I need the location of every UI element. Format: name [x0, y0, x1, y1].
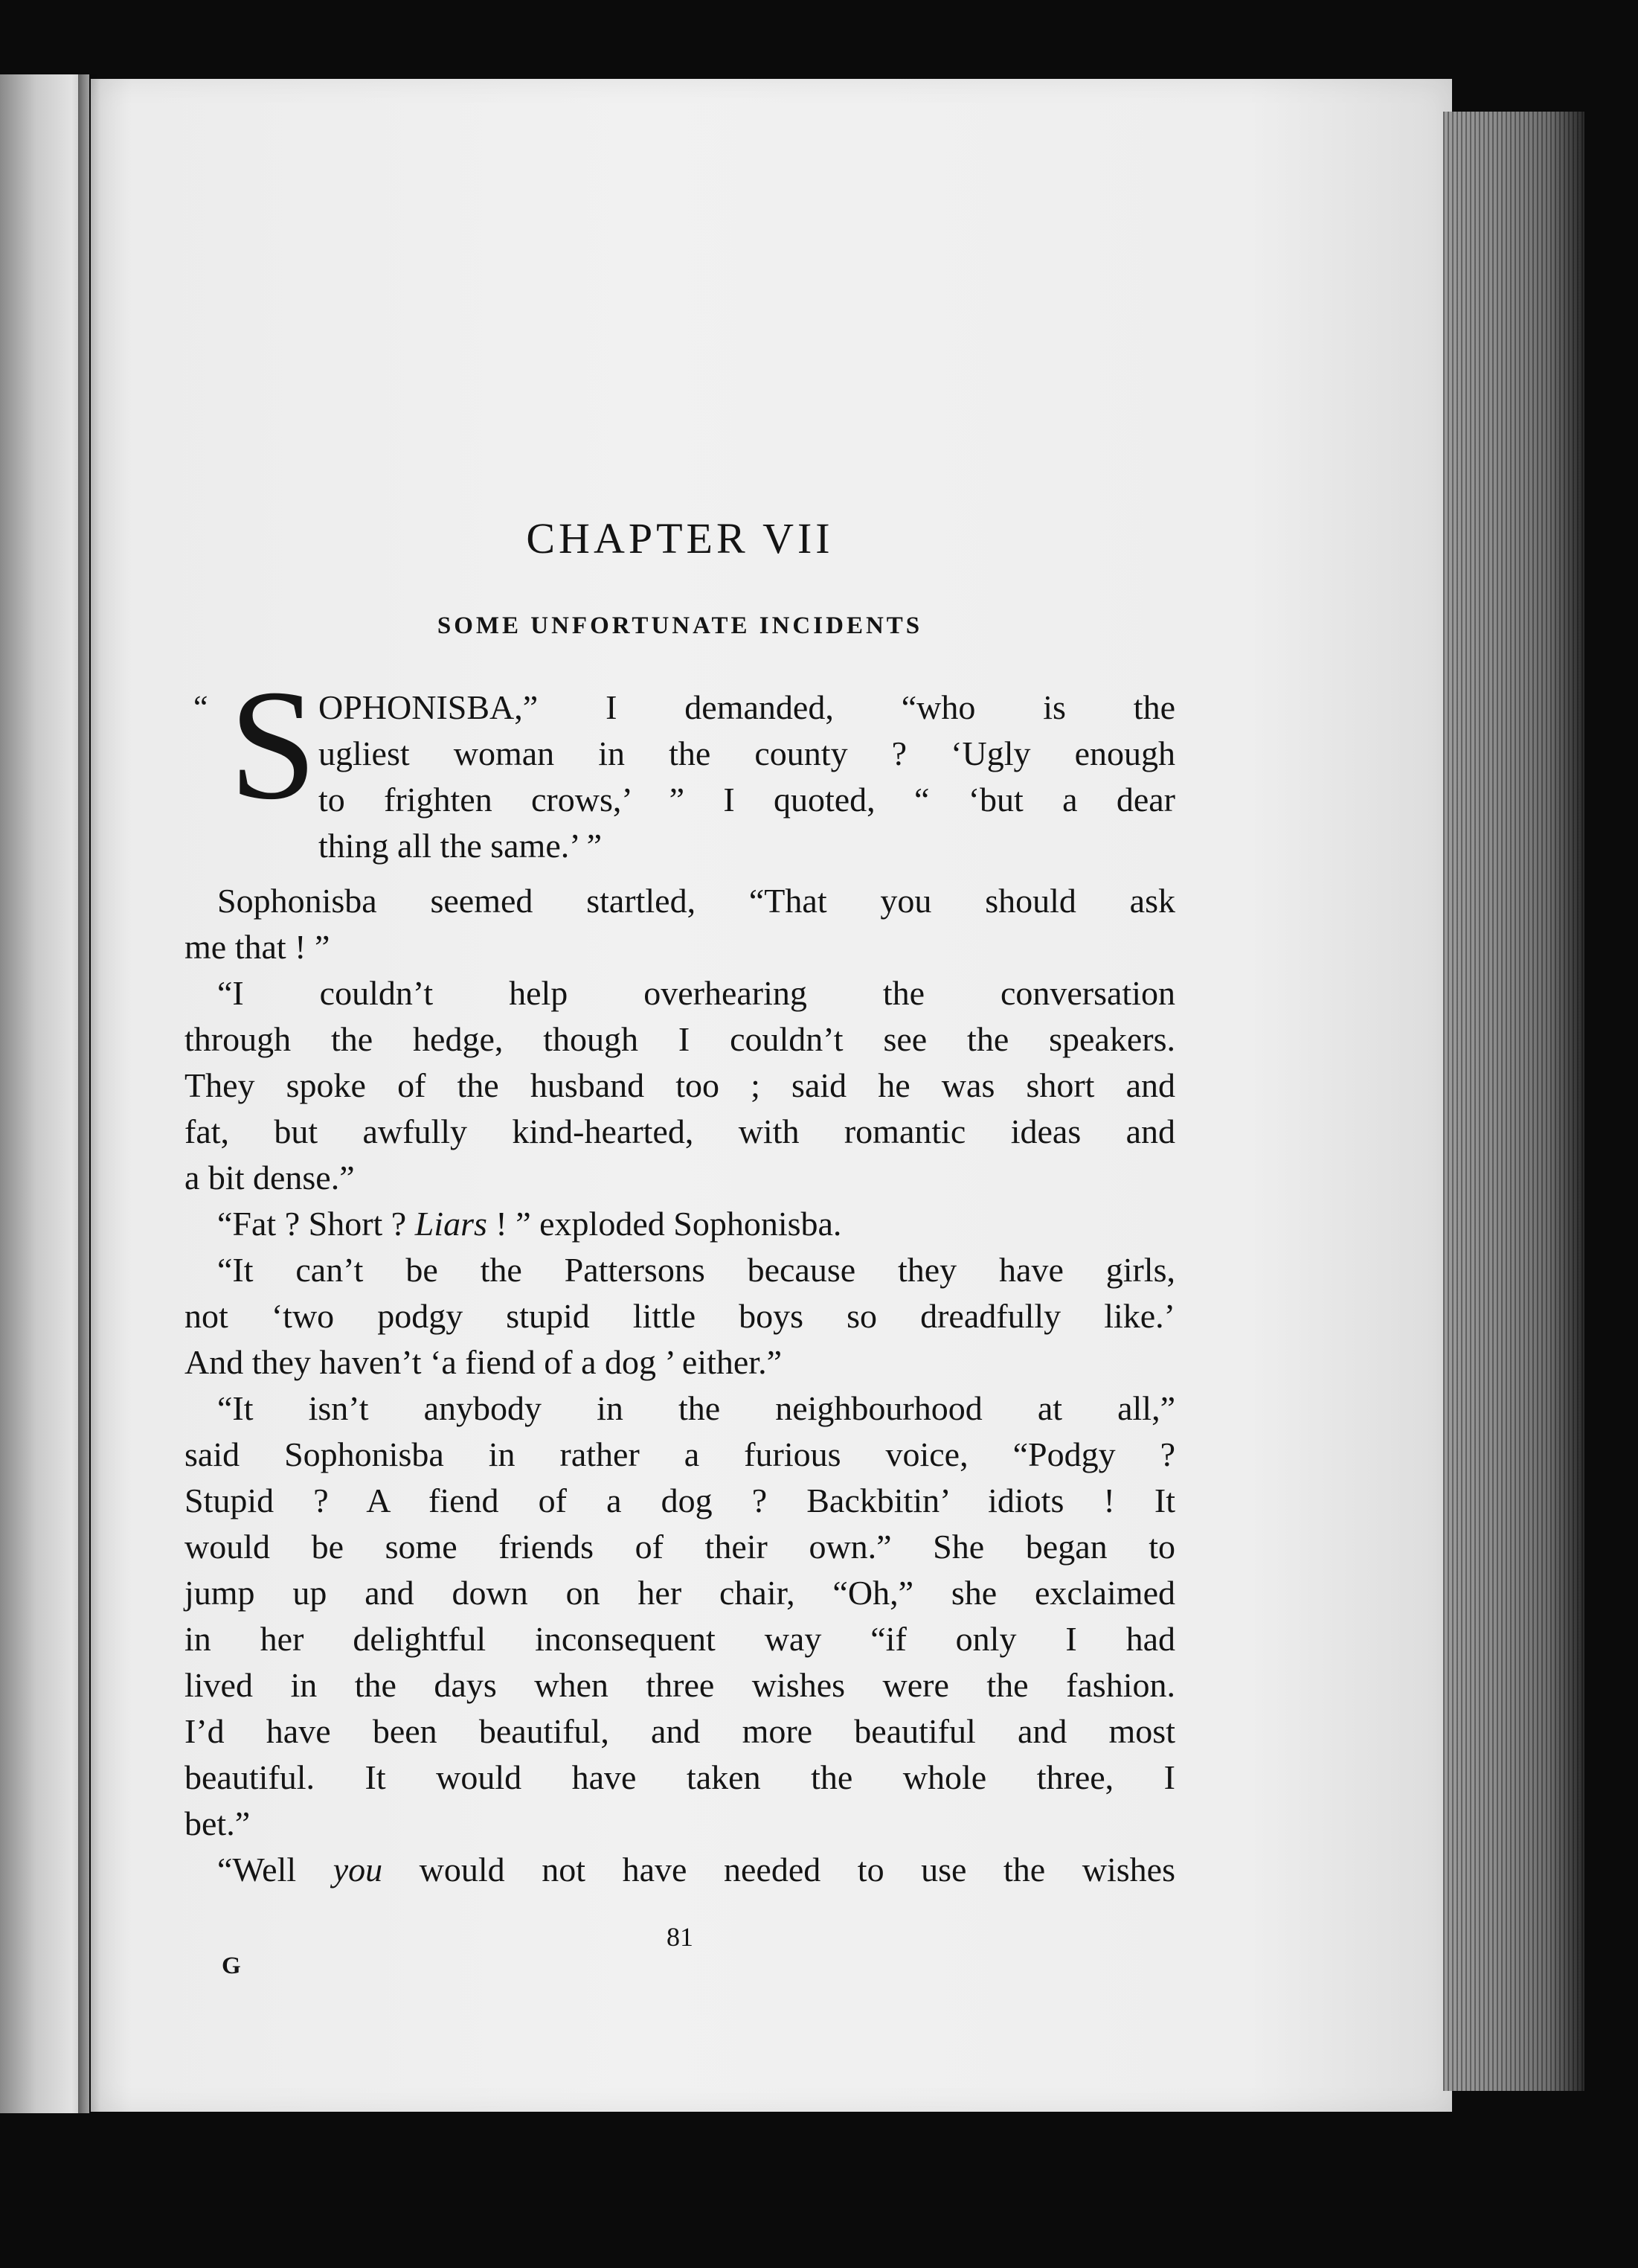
opening-paragraph: [184, 657, 1175, 878]
text-line: bet.”: [184, 1804, 251, 1842]
text-line: said Sophonisba in rather a furious voice, “Podgy ?: [184, 1435, 1175, 1473]
text-line: a bit dense.”: [184, 1159, 355, 1197]
chapter-title: CHAPTER VII: [526, 514, 834, 563]
text-line: in her delightful inconsequent way “if only I had: [184, 1620, 1175, 1658]
text-line: And they haven’t ‘a fiend of a dog ’ either.”: [184, 1343, 783, 1381]
emphasis: you: [333, 1851, 383, 1889]
opening-line: to frighten crows,’ ” I quoted, “ ‘but a dear: [318, 781, 1175, 819]
text-line: “Well you would not have needed to use the wishes: [217, 1851, 1175, 1889]
text-line: lived in the days when three wishes were the fashion.: [184, 1666, 1175, 1704]
body-text: [184, 878, 1175, 1893]
emphasis: Liars: [414, 1205, 487, 1243]
opening-line: OPHONISBA,” I demanded, “who is the: [318, 688, 1175, 726]
text-line: Stupid ? A fiend of a dog ? Backbitin’ idiots ! It: [184, 1481, 1175, 1519]
previous-page-edge: [0, 74, 89, 2113]
text-line: “I couldn’t help overhearing the conversation: [217, 974, 1175, 1012]
text-line: “Fat ? Short ? Liars ! ” exploded Sophonisba.: [217, 1205, 842, 1243]
text-line: me that ! ”: [184, 928, 330, 966]
drop-cap: S: [229, 657, 317, 832]
text-line: would be some friends of their own.” She began to: [184, 1528, 1175, 1566]
opening-quote-mark: “: [193, 689, 208, 725]
text-line: They spoke of the husband too ; said he was short and: [184, 1066, 1175, 1104]
opening-line: ugliest woman in the county ? ‘Ugly enough: [318, 734, 1175, 772]
gutter-shadow: [78, 74, 100, 2113]
page-number: 81: [667, 1922, 693, 1952]
opening-line: thing all the same.’ ”: [318, 827, 603, 865]
signature-mark: G: [222, 1953, 241, 1979]
text-line: I’d have been beautiful, and more beautiful and most: [184, 1712, 1175, 1750]
text-line: fat, but awfully kind-hearted, with romantic ideas and: [184, 1112, 1175, 1150]
text-line: “It can’t be the Pattersons because they have girls,: [217, 1251, 1175, 1289]
text-line: not ‘two podgy stupid little boys so dreadfully like.’: [184, 1297, 1175, 1335]
text-line: “It isn’t anybody in the neighbourhood at all,”: [217, 1389, 1175, 1427]
text-line: Sophonisba seemed startled, “That you should ask: [217, 882, 1175, 920]
text-line: beautiful. It would have taken the whole three, I: [184, 1758, 1175, 1796]
text-line: jump up and down on her chair, “Oh,” she exclaimed: [184, 1574, 1175, 1612]
page-block-edges: [1443, 112, 1584, 2091]
text-line: through the hedge, though I couldn’t see the speakers.: [184, 1020, 1175, 1058]
chapter-subtitle: SOME UNFORTUNATE INCIDENTS: [437, 612, 923, 639]
